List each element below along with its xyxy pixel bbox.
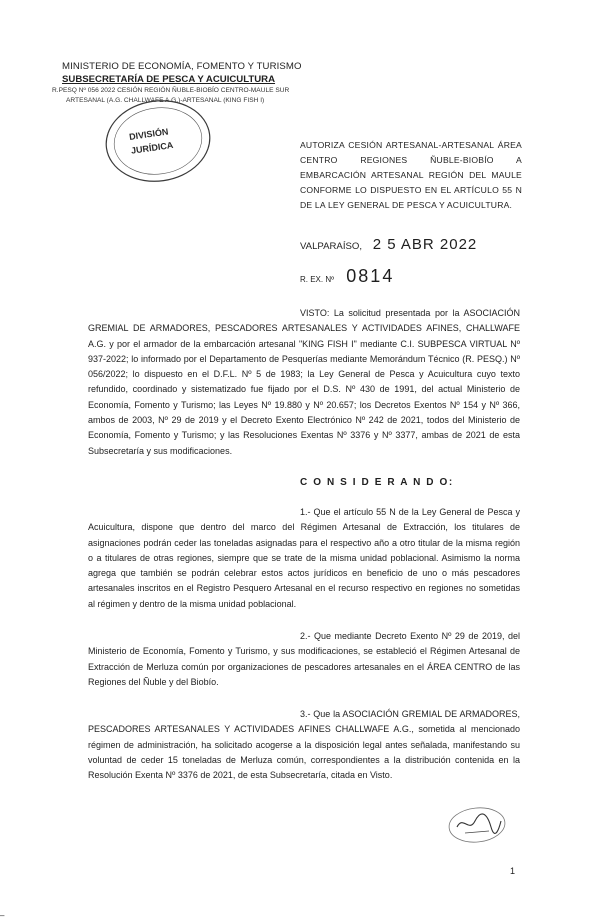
page-number: 1 [510, 866, 516, 876]
visto-paragraph: VISTO: La solicitud presentada por la ASOCIACIÓN GREMIAL DE ARMADORES, PESCADORES ARTESANALES Y ACTIVIDADES AFINES, CHALLWAFE A.G. y por el armador de la embarcación artesanal "KING FISH I" mediante C.I. SUBPESCA VIRTUAL Nº 937-2022; lo informado por el Departamento de Pesquerías mediante Memorándum Técnico (R. PESQ.) Nº 056/2022; lo dispuesto en el D.F.L. Nº 5 de 1983; la Ley General de Pesca y Acuicultura cuyo texto refundido, coordinado y sistematizado fue fijado por el D.S. Nº 430 de 1991, del actual Ministerio de Economía, Fomento y Turismo; las Leyes Nº 19.880 y Nº 20.657; los Decretos Exentos Nº 154 y Nº 366, ambos de 2003, Nº 29 de 2019 y el Decreto Exento Electrónico Nº 242 de 2021, todos del Ministerio de Economía, Fomento y Turismo; y las Resoluciones Exentas Nº 3376 y Nº 3377, ambas de 2021 de esta Subsecretaría y sus modificaciones. [88, 308, 520, 456]
stamp-line-1: DIVISIÓN [128, 126, 169, 142]
resolution-summary: AUTORIZA CESIÓN ARTESANAL-ARTESANAL ÁREA CENTRO REGIONES ÑUBLE-BIOBÍO A EMBARCACIÓN ARTESANAL REGIÓN DEL MAULE CONFORME LO DISPUESTO EN EL ARTÍCULO 55 N DE LA LEY GENERAL DE PESCA Y ACUICULTURA. [300, 140, 522, 210]
resolution-number-line [300, 266, 394, 287]
considerando-heading: C O N S I D E R A N D O: [300, 477, 454, 488]
initials-signature-icon [445, 803, 509, 847]
division-juridica-stamp-icon [102, 96, 214, 186]
reference-line-2: ARTESANAL (A.G. CHALLWAFE A.G.)-ARTESANAL (KING FISH I) [66, 97, 265, 104]
considerando-paragraph-3: 3.- Que la ASOCIACIÓN GREMIAL DE ARMADORES, PESCADORES ARTESANALES Y ACTIVIDADES AFINES CHALLWAFE A.G., sometida al mencionado régimen de administración, ha solicitado acogerse a la disposición legal antes señalada, manifestando su voluntad de ceder 15 toneladas de Merluza común, correspondientes a la distribución contenida en la Resolución Exenta Nº 3376 de 2021, de esta Subsecretaría, citada en Visto. [88, 709, 520, 781]
place-label: VALPARAÍSO, [300, 241, 363, 252]
considerando-paragraph-2: 2.- Que mediante Decreto Exento Nº 29 de 2019, del Ministerio de Economía, Fomento y Turismo, y sus modificaciones, se estableció el Régimen Artesanal de Extracción de Merluza común por organizaciones de pescadores artesanales en el ÁREA CENTRO de las Regiones del Ñuble y del Biobío. [88, 631, 520, 687]
resolution-date: 2 5 ABR 2022 [372, 236, 478, 253]
subsecretaria-name: SUBSECRETARÍA DE PESCA Y ACUICULTURA [62, 74, 276, 85]
considerando-paragraph-1: 1.- Que el artículo 55 N de la Ley General de Pesca y Acuicultura, dispone que dentro del marco del Régimen Artesanal de Extracción, los titulares de asignaciones podrán ceder las toneladas asignadas para el respectivo año a otro titular de la misma región o a titulares de otras regiones, siempre que se trate de la misma unidad poblacional. Asimismo la norma agrega que también se podrán celebrar estos actos jurídicos en beneficio de uno o más pescadores artesanales inscritos en el Registro Pesquero Artesanal en el recurso respectivo en regiones no sometidas al régimen y dentro de la misma unidad poblacional. [88, 507, 520, 609]
ministry-name: MINISTERIO DE ECONOMÍA, FOMENTO Y TURISMO [62, 61, 302, 72]
place-and-date [300, 236, 477, 253]
footer-mark: – [0, 911, 5, 920]
reference-line-1: R.PESQ Nº 056 2022 CESIÓN REGIÓN ÑUBLE-BIOBÍO CENTRO-MAULE SUR [52, 87, 290, 94]
resolution-number: 0814 [346, 266, 395, 286]
resolution-label: R. EX. Nº [300, 275, 335, 284]
stamp-line-2: JURÍDICA [130, 139, 174, 156]
